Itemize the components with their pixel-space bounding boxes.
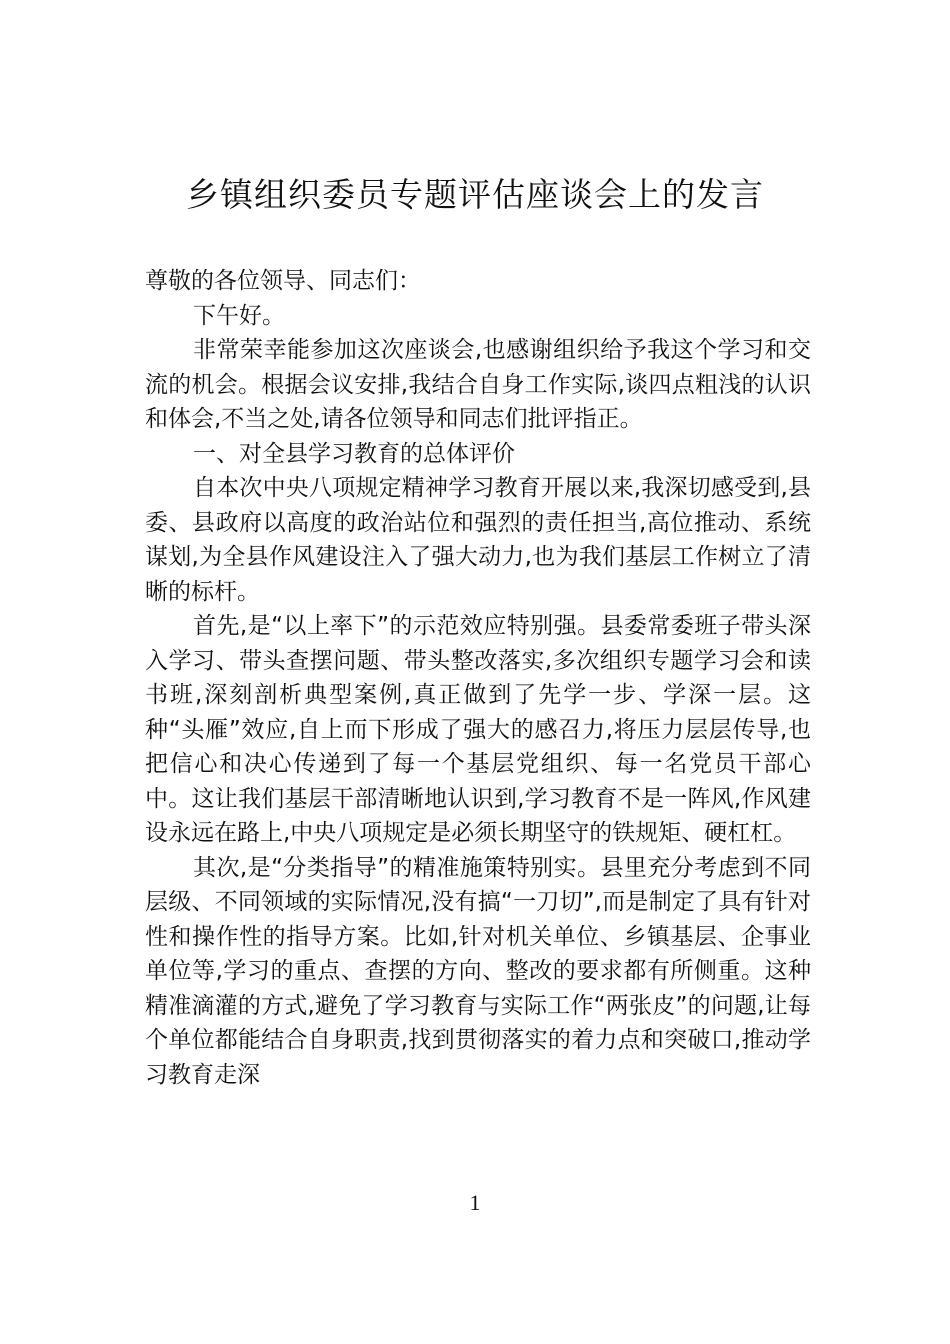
paragraph-second-point: 其次,是“分类指导”的精准施策特别实。县里充分考虑到不同层级、不同领域的实际情况,没有搞“一刀切”,而是制定了具有针对性和操作性的指导方案。比如,针对机关单位、乡镇基层、企事业单位等,学习的重点、查摆的方向、整改的要求都有所侧重。这种精准滴灌的方式,避免了学习教育与实际工作“两张皮”的问题,让每个单位都能结合自身职责,找到贯彻落实的着力点和突破口,推动学习教育走深	[145, 854, 811, 1088]
page-number: 1	[469, 1190, 481, 1215]
document-body	[145, 264, 811, 1092]
paragraph-overview: 自本次中央八项规定精神学习教育开展以来,我深切感受到,县委、县政府以高度的政治站位和强烈的责任担当,高位推动、系统谋划,为全县作风建设注入了强大动力,也为我们基层工作树立了清晰的标杆。	[145, 475, 811, 605]
document-title: 乡镇组织委员专题评估座谈会上的发言	[186, 175, 764, 214]
paragraph-intro: 非常荣幸能参加这次座谈会,也感谢组织给予我这个学习和交流的机会。根据会议安排,我结合自身工作实际,谈四点粗浅的认识和体会,不当之处,请各位领导和同志们批评指正。	[145, 337, 811, 432]
section-heading: 一、对全县学习教育的总体评价	[193, 440, 515, 467]
paragraph-greeting: 下午好。	[193, 302, 285, 329]
salutation: 尊敬的各位领导、同志们：	[145, 268, 421, 294]
paragraph-first-point: 首先,是“以上率下”的示范效应特别强。县委常委班子带头深入学习、带头查摆问题、带头整改落实,多次组织专题学习会和读书班,深刻剖析典型案例,真正做到了先学一步、学深一层。这种“头雁”效应,自上而下形成了强大的感召力,将压力层层传导,也把信心和决心传递到了每一个基层党组织、每一名党员干部心中。这让我们基层干部清晰地认识到,学习教育不是一阵风,作风建设永远在路上,中央八项规定是必须长期坚守的铁规矩、硬杠杠。	[145, 613, 811, 846]
